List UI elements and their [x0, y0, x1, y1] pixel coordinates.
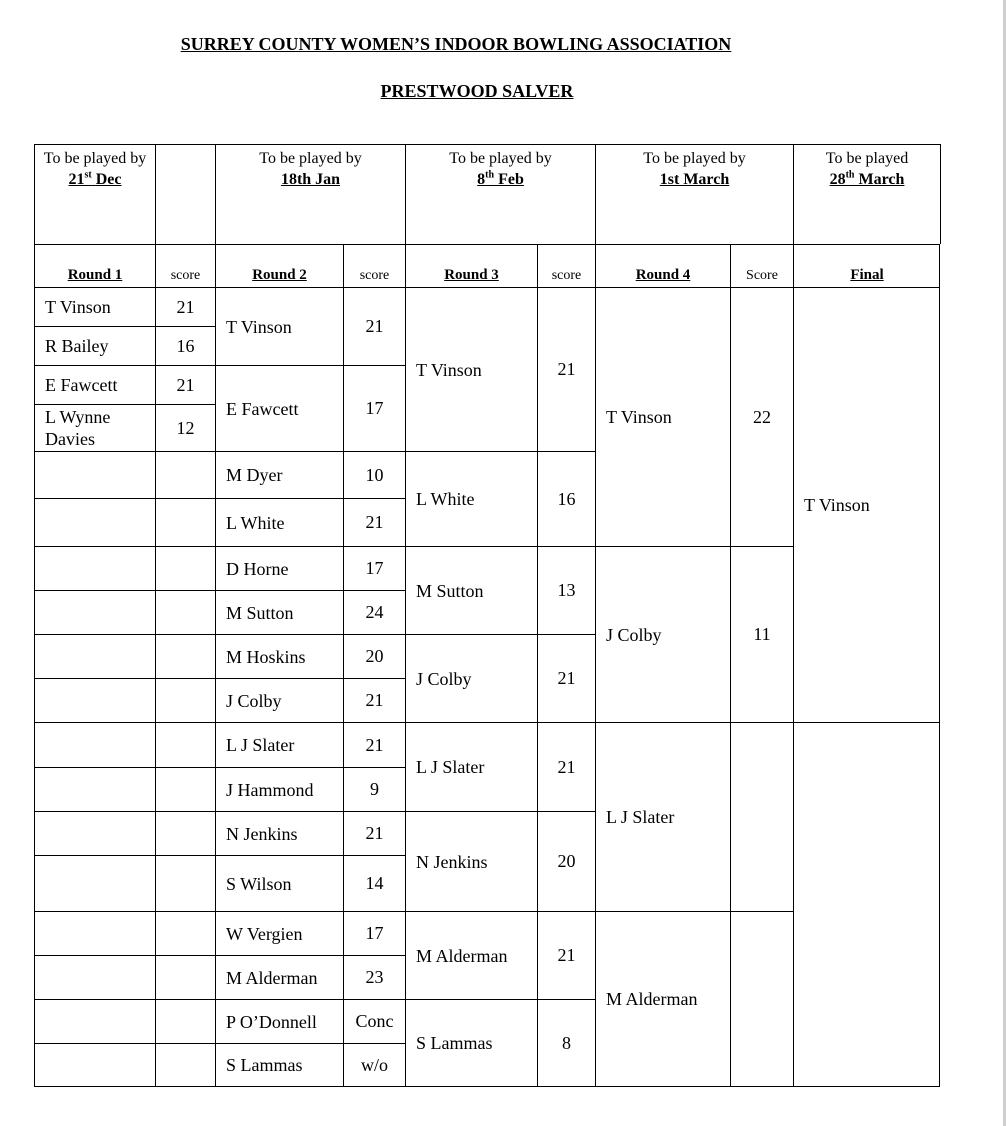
deadline-score1-blank [155, 144, 215, 244]
deadline-round3 [405, 144, 595, 244]
round1-empty [155, 498, 215, 546]
round1-score: 16 [155, 326, 215, 365]
association-title: SURREY COUNTY WOMEN’S INDOOR BOWLING ASSOCIATION [180, 34, 732, 54]
round1-player: L Wynne Davies [34, 404, 155, 451]
round1-empty [34, 498, 155, 546]
round1-empty [155, 590, 215, 634]
round2-score: 10 [343, 451, 405, 498]
round4-score [730, 722, 793, 911]
deadline-date: 28th March [829, 169, 905, 188]
round1-empty [155, 855, 215, 911]
round3-player: S Lammas [405, 999, 537, 1086]
round1-empty [155, 955, 215, 999]
round2-player: M Alderman [215, 955, 343, 999]
round3-score: 16 [537, 451, 595, 546]
deadline-final [793, 144, 941, 244]
round2-score: 17 [343, 365, 405, 451]
round2-player: J Hammond [215, 767, 343, 811]
col-score2: score [343, 244, 405, 287]
col-final: Final [793, 244, 940, 287]
deadline-date: 21st Dec [68, 169, 122, 188]
round2-player: M Sutton [215, 590, 343, 634]
round3-player: J Colby [405, 634, 537, 722]
round1-score: 21 [155, 287, 215, 326]
round3-player: L White [405, 451, 537, 546]
round2-score: 21 [343, 678, 405, 722]
round2-score: 24 [343, 590, 405, 634]
round2-player: D Horne [215, 546, 343, 590]
round1-empty [34, 999, 155, 1043]
round2-player: W Vergien [215, 911, 343, 955]
final-winner: T Vinson [793, 287, 940, 722]
round1-empty [34, 634, 155, 678]
round2-player: S Wilson [215, 855, 343, 911]
round2-player: N Jenkins [215, 811, 343, 855]
round1-empty [155, 634, 215, 678]
deadline-text: To be played [825, 150, 909, 167]
round4-score: 11 [730, 546, 793, 722]
round2-player: T Vinson [215, 287, 343, 365]
round2-score: 17 [343, 546, 405, 590]
deadline-date: 18th Jan [280, 171, 341, 188]
round4-player: T Vinson [595, 287, 730, 546]
round2-score: 17 [343, 911, 405, 955]
deadline-round2 [215, 144, 405, 244]
round2-score: w/o [343, 1043, 405, 1086]
round1-empty [34, 911, 155, 955]
round1-empty [34, 855, 155, 911]
round1-player: T Vinson [34, 287, 155, 326]
round2-player: P O’Donnell [215, 999, 343, 1043]
round3-score: 21 [537, 722, 595, 811]
round1-player: E Fawcett [34, 365, 155, 404]
deadline-round4 [595, 144, 793, 244]
round1-empty [155, 811, 215, 855]
table-bottom-border [34, 1086, 940, 1087]
round4-player: L J Slater [595, 722, 730, 911]
deadline-text: To be played by [259, 150, 362, 167]
round2-score: 23 [343, 955, 405, 999]
round2-score: 9 [343, 767, 405, 811]
round1-empty [34, 811, 155, 855]
deadline-text: To be played by [43, 150, 147, 167]
deadline-text: To be played by [643, 150, 746, 167]
round2-score: 21 [343, 498, 405, 546]
round1-empty [34, 722, 155, 767]
round2-score: 21 [343, 722, 405, 767]
final-empty [793, 722, 940, 1086]
round3-score: 20 [537, 811, 595, 911]
round3-score: 21 [537, 911, 595, 999]
round1-player: R Bailey [34, 326, 155, 365]
round1-empty [155, 911, 215, 955]
round1-empty [155, 546, 215, 590]
round2-player: L White [215, 498, 343, 546]
round1-empty [34, 1043, 155, 1086]
competition-title: PRESTWOOD SALVER [380, 81, 574, 101]
round1-empty [155, 999, 215, 1043]
deadline-date: 8th Feb [477, 169, 524, 188]
round3-player: N Jenkins [405, 811, 537, 911]
deadline-round1 [34, 144, 155, 244]
round1-empty [34, 546, 155, 590]
round1-empty [34, 451, 155, 498]
col-score3: score [537, 244, 595, 287]
round2-player: J Colby [215, 678, 343, 722]
deadline-date: 1st March [659, 171, 730, 188]
col-score4: Score [730, 244, 793, 287]
round2-score: Conc [343, 999, 405, 1043]
round1-score: 21 [155, 365, 215, 404]
round1-empty [34, 955, 155, 999]
round2-score: 20 [343, 634, 405, 678]
round1-empty [155, 767, 215, 811]
round2-player: L J Slater [215, 722, 343, 767]
round1-empty [34, 590, 155, 634]
round4-player: J Colby [595, 546, 730, 722]
round2-player: E Fawcett [215, 365, 343, 451]
round3-score: 13 [537, 546, 595, 634]
round4-score: 22 [730, 287, 793, 546]
round2-player: S Lammas [215, 1043, 343, 1086]
round1-score: 12 [155, 404, 215, 451]
round2-player: M Dyer [215, 451, 343, 498]
round3-score: 21 [537, 287, 595, 451]
round1-empty [34, 678, 155, 722]
round1-empty [155, 1043, 215, 1086]
round3-player: M Alderman [405, 911, 537, 999]
round2-player: M Hoskins [215, 634, 343, 678]
table-right-border [939, 244, 940, 1087]
round3-player: M Sutton [405, 546, 537, 634]
col-round3: Round 3 [405, 244, 537, 287]
round2-score: 21 [343, 811, 405, 855]
round3-score: 21 [537, 634, 595, 722]
round4-player: M Alderman [595, 911, 730, 1086]
round1-empty [34, 767, 155, 811]
round3-score: 8 [537, 999, 595, 1086]
col-round1: Round 1 [34, 244, 155, 287]
col-score1: score [155, 244, 215, 287]
round1-empty [155, 451, 215, 498]
round1-empty [155, 678, 215, 722]
round1-empty [155, 722, 215, 767]
deadline-text: To be played by [449, 150, 552, 167]
round4-score [730, 911, 793, 1086]
round3-player: T Vinson [405, 287, 537, 451]
round2-score: 14 [343, 855, 405, 911]
col-round2: Round 2 [215, 244, 343, 287]
col-round4: Round 4 [595, 244, 730, 287]
round3-player: L J Slater [405, 722, 537, 811]
round2-score: 21 [343, 287, 405, 365]
